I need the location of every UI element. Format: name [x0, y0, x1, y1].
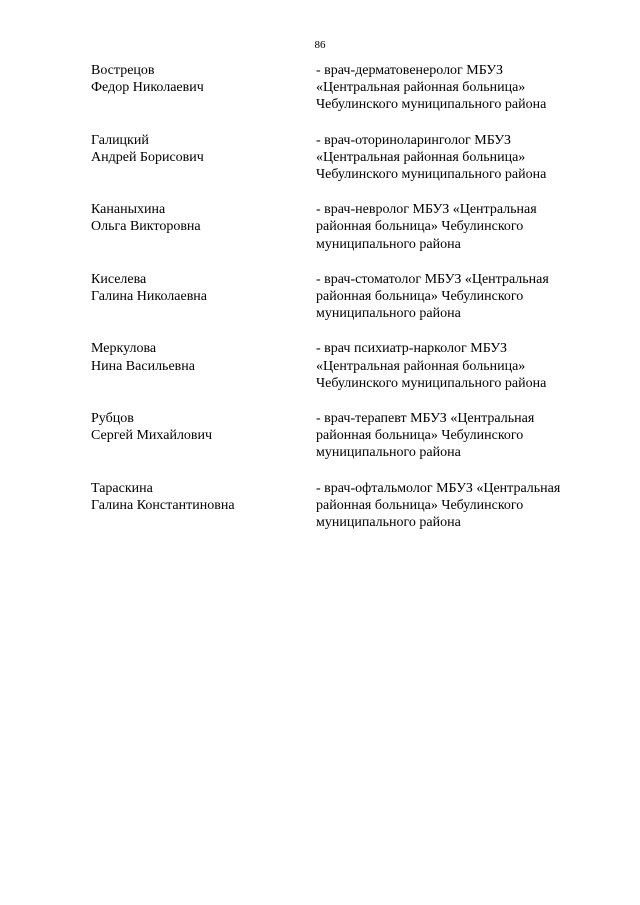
person-position — [316, 480, 591, 532]
person-surname: Галицкий — [91, 132, 149, 148]
person-surname: Рубцов — [91, 411, 134, 427]
staff-entry — [91, 410, 591, 462]
person-position — [316, 271, 591, 323]
person-name — [91, 132, 316, 184]
person-given-names: Сергей Михайлович — [91, 428, 213, 444]
person-surname: Вострецов — [91, 63, 155, 78]
position-line: районная больница» Чебулинского — [316, 219, 524, 235]
person-surname: Кананыхина — [91, 202, 166, 218]
person-given-names: Ольга Викторовна — [91, 219, 201, 235]
person-given-names: Андрей Борисович — [91, 149, 204, 165]
position-line: - врач психиатр-нарколог МБУЗ — [316, 341, 508, 357]
position-line: - врач-оториноларинголог МБУЗ — [316, 132, 512, 148]
position-line: - врач-офтальмолог МБУЗ «Центральная — [316, 480, 561, 496]
position-line: Чебулинского муниципального района — [316, 375, 547, 391]
person-name — [91, 340, 316, 392]
position-line: - врач-дерматовенеролог МБУЗ — [316, 63, 504, 78]
person-position — [316, 410, 591, 462]
position-line: «Центральная районная больница» — [316, 149, 526, 165]
person-name — [91, 480, 316, 532]
staff-list — [91, 62, 591, 549]
person-given-names: Федор Николаевич — [91, 80, 204, 96]
staff-entry — [91, 62, 591, 114]
position-line: муниципального района — [316, 445, 461, 461]
person-surname: Тараскина — [91, 480, 153, 496]
person-given-names: Галина Константиновна — [91, 497, 235, 513]
position-line: «Центральная районная больница» — [316, 358, 526, 374]
position-line: районная больница» Чебулинского — [316, 428, 524, 444]
position-line: - врач-терапевт МБУЗ «Центральная — [316, 411, 535, 427]
staff-entry — [91, 132, 591, 184]
position-line: «Центральная районная больница» — [316, 80, 526, 96]
position-line: районная больница» Чебулинского — [316, 497, 524, 513]
position-line: районная больница» Чебулинского — [316, 289, 524, 305]
position-line: муниципального района — [316, 236, 461, 252]
person-given-names: Галина Николаевна — [91, 289, 208, 305]
staff-entry — [91, 480, 591, 532]
person-position — [316, 62, 591, 114]
position-line: Чебулинского муниципального района — [316, 167, 547, 183]
page-number: 86 — [314, 39, 326, 51]
person-name — [91, 62, 316, 114]
person-name — [91, 410, 316, 462]
staff-entry — [91, 201, 591, 253]
position-line: - врач-стоматолог МБУЗ «Центральная — [316, 271, 549, 287]
person-given-names: Нина Васильевна — [91, 358, 195, 374]
staff-entry — [91, 271, 591, 323]
person-position — [316, 340, 591, 392]
position-line: - врач-невролог МБУЗ «Центральная — [316, 202, 537, 218]
staff-entry — [91, 340, 591, 392]
person-position — [316, 201, 591, 253]
position-line: муниципального района — [316, 515, 461, 531]
position-line: Чебулинского муниципального района — [316, 97, 547, 113]
position-line: муниципального района — [316, 306, 461, 322]
person-surname: Киселева — [91, 271, 147, 287]
person-name — [91, 201, 316, 253]
person-surname: Меркулова — [91, 341, 157, 357]
person-position — [316, 132, 591, 184]
person-name — [91, 271, 316, 323]
